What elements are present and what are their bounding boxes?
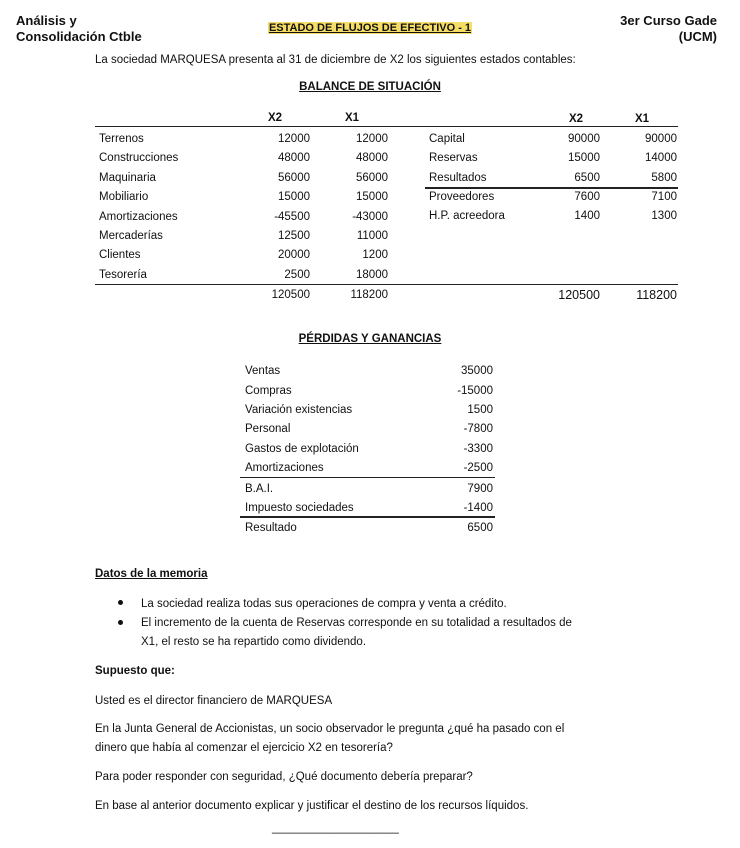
balance-top-rule <box>95 126 678 127</box>
liability-row-x1: 90000 <box>645 133 677 145</box>
asset-row-x1: 18000 <box>356 268 388 281</box>
asset-row-name: Amortizaciones <box>99 210 178 223</box>
liability-row-x2: 6500 <box>574 172 600 184</box>
assets-total-x1: 118200 <box>350 289 388 301</box>
asset-row-x2: 48000 <box>278 152 310 165</box>
asset-row-x1: 15000 <box>356 191 388 204</box>
asset-row-name: Terrenos <box>99 133 144 145</box>
pyg-row-name: Resultado <box>245 522 297 534</box>
pyg-row-value: -3300 <box>463 443 493 455</box>
asset-row-x2: 20000 <box>278 249 310 262</box>
asset-row-x2: -45500 <box>274 210 310 223</box>
memoria-title: Datos de la memoria <box>95 568 208 580</box>
balance-bottom-rule <box>95 284 678 285</box>
pyg-row-value: 35000 <box>461 365 493 377</box>
course-line-1: Análisis y <box>16 13 77 28</box>
asset-row-x1: 1200 <box>362 249 388 262</box>
pyg-row-name: B.A.I. <box>245 483 274 495</box>
bullet-icon <box>118 620 123 625</box>
pyg-row-value: -15000 <box>457 385 493 397</box>
asset-row-name: Clientes <box>99 249 141 262</box>
supuesto-p1: Usted es el director financiero de MARQUESA <box>95 695 333 707</box>
asset-row-x2: 12500 <box>278 230 310 242</box>
pyg-row-value: 1500 <box>467 404 493 416</box>
liability-row-x2: 15000 <box>568 152 600 164</box>
liability-row-x1: 5800 <box>651 172 677 184</box>
memoria-bullet-2-line-1: El incremento de la cuenta de Reservas corresponde en su totalidad a resultados de <box>141 617 572 629</box>
asset-row-x2: 56000 <box>278 171 310 184</box>
asset-row-name: Mercaderías <box>99 230 163 242</box>
pyg-row-name: Variación existencias <box>245 404 353 416</box>
liability-row-name: H.P. acreedora <box>429 210 505 222</box>
supuesto-p2-line-1: En la Junta General de Accionistas, un socio observador le pregunta ¿qué ha pasado con el <box>95 723 565 735</box>
liabilities-mid-rule <box>425 187 678 189</box>
pyg-row-name: Impuesto sociedades <box>245 502 354 514</box>
balance-col-x1-right: X1 <box>635 113 650 125</box>
pyg-row-name: Gastos de explotación <box>245 443 359 455</box>
course-line-2: Consolidación Ctble <box>16 29 142 44</box>
liability-row-x2: 7600 <box>574 191 600 203</box>
liability-row-name: Resultados <box>429 172 487 184</box>
asset-row-x1: 12000 <box>356 133 388 145</box>
pyg-row-name: Personal <box>245 423 291 435</box>
balance-col-x1-left: X1 <box>345 112 360 124</box>
supuesto-p4: En base al anterior documento explicar y justificar el destino de los recursos líquidos. <box>95 800 529 812</box>
liability-row-name: Proveedores <box>429 191 495 203</box>
memoria-bullet-2-line-2: X1, el resto se ha repartido como dividendo. <box>141 636 367 648</box>
asset-row-x1: 48000 <box>356 152 388 165</box>
asset-row-x2: 15000 <box>278 191 310 204</box>
pyg-row-value: -7800 <box>463 423 493 435</box>
asset-row-x2: 12000 <box>278 133 310 145</box>
asset-row-x1: 56000 <box>356 171 388 184</box>
asset-row-name: Mobiliario <box>99 191 149 204</box>
pyg-row-value: 7900 <box>467 483 493 495</box>
liability-row-name: Reservas <box>429 152 478 164</box>
pyg-row-value: -2500 <box>463 462 493 474</box>
asset-row-x1: -43000 <box>352 210 388 223</box>
pyg-rule-2 <box>240 516 495 518</box>
page-title-text: ESTADO DE FLUJOS DE EFECTIVO - 1 <box>268 22 472 34</box>
supuesto-p2-line-2: dinero que había al comenzar el ejercicio X2 en tesorería? <box>95 742 393 754</box>
asset-row-name: Tesorería <box>99 268 147 281</box>
asset-row-name: Construcciones <box>99 152 179 165</box>
supuesto-title: Supuesto que: <box>95 665 175 677</box>
balance-title: BALANCE DE SITUACIÓN <box>299 81 441 93</box>
header-right <box>620 13 717 45</box>
memoria-bullet-1: La sociedad realiza todas sus operaciones de compra y venta a crédito. <box>141 598 507 610</box>
bullet-icon <box>118 600 123 605</box>
liability-row-x2: 90000 <box>568 133 600 145</box>
liability-row-name: Capital <box>429 133 465 145</box>
asset-row-x1: 11000 <box>356 230 388 242</box>
balance-col-x2-right: X2 <box>569 113 584 125</box>
footer-rule: ___________________ <box>272 820 399 834</box>
grade-line-2: (UCM) <box>678 29 717 44</box>
assets-total-x2: 120500 <box>271 289 310 301</box>
liability-row-x1: 7100 <box>651 191 677 203</box>
liability-row-x1: 1300 <box>651 210 677 222</box>
pyg-row-name: Ventas <box>245 365 281 377</box>
grade-line-1: 3er Curso Gade <box>620 13 717 28</box>
supuesto-p3: Para poder responder con seguridad, ¿Qué documento debería preparar? <box>95 771 473 783</box>
pyg-row-name: Compras <box>245 385 292 397</box>
liabilities-total-x2: 120500 <box>558 288 600 302</box>
asset-row-name: Maquinaria <box>99 171 156 184</box>
liability-row-x2: 1400 <box>574 210 600 222</box>
pyg-rule-1 <box>240 477 495 478</box>
liabilities-total-x1: 118200 <box>636 288 677 302</box>
pyg-row-value: 6500 <box>467 522 493 534</box>
balance-col-x2-left: X2 <box>268 112 283 124</box>
liability-row-x1: 14000 <box>645 152 677 164</box>
asset-row-x2: 2500 <box>284 268 310 281</box>
pyg-title: PÉRDIDAS Y GANANCIAS <box>298 333 442 345</box>
pyg-row-name: Amortizaciones <box>245 462 324 474</box>
intro-text: La sociedad MARQUESA presenta al 31 de diciembre de X2 los siguientes estados contables: <box>95 54 576 66</box>
pyg-row-value: -1400 <box>463 502 493 514</box>
